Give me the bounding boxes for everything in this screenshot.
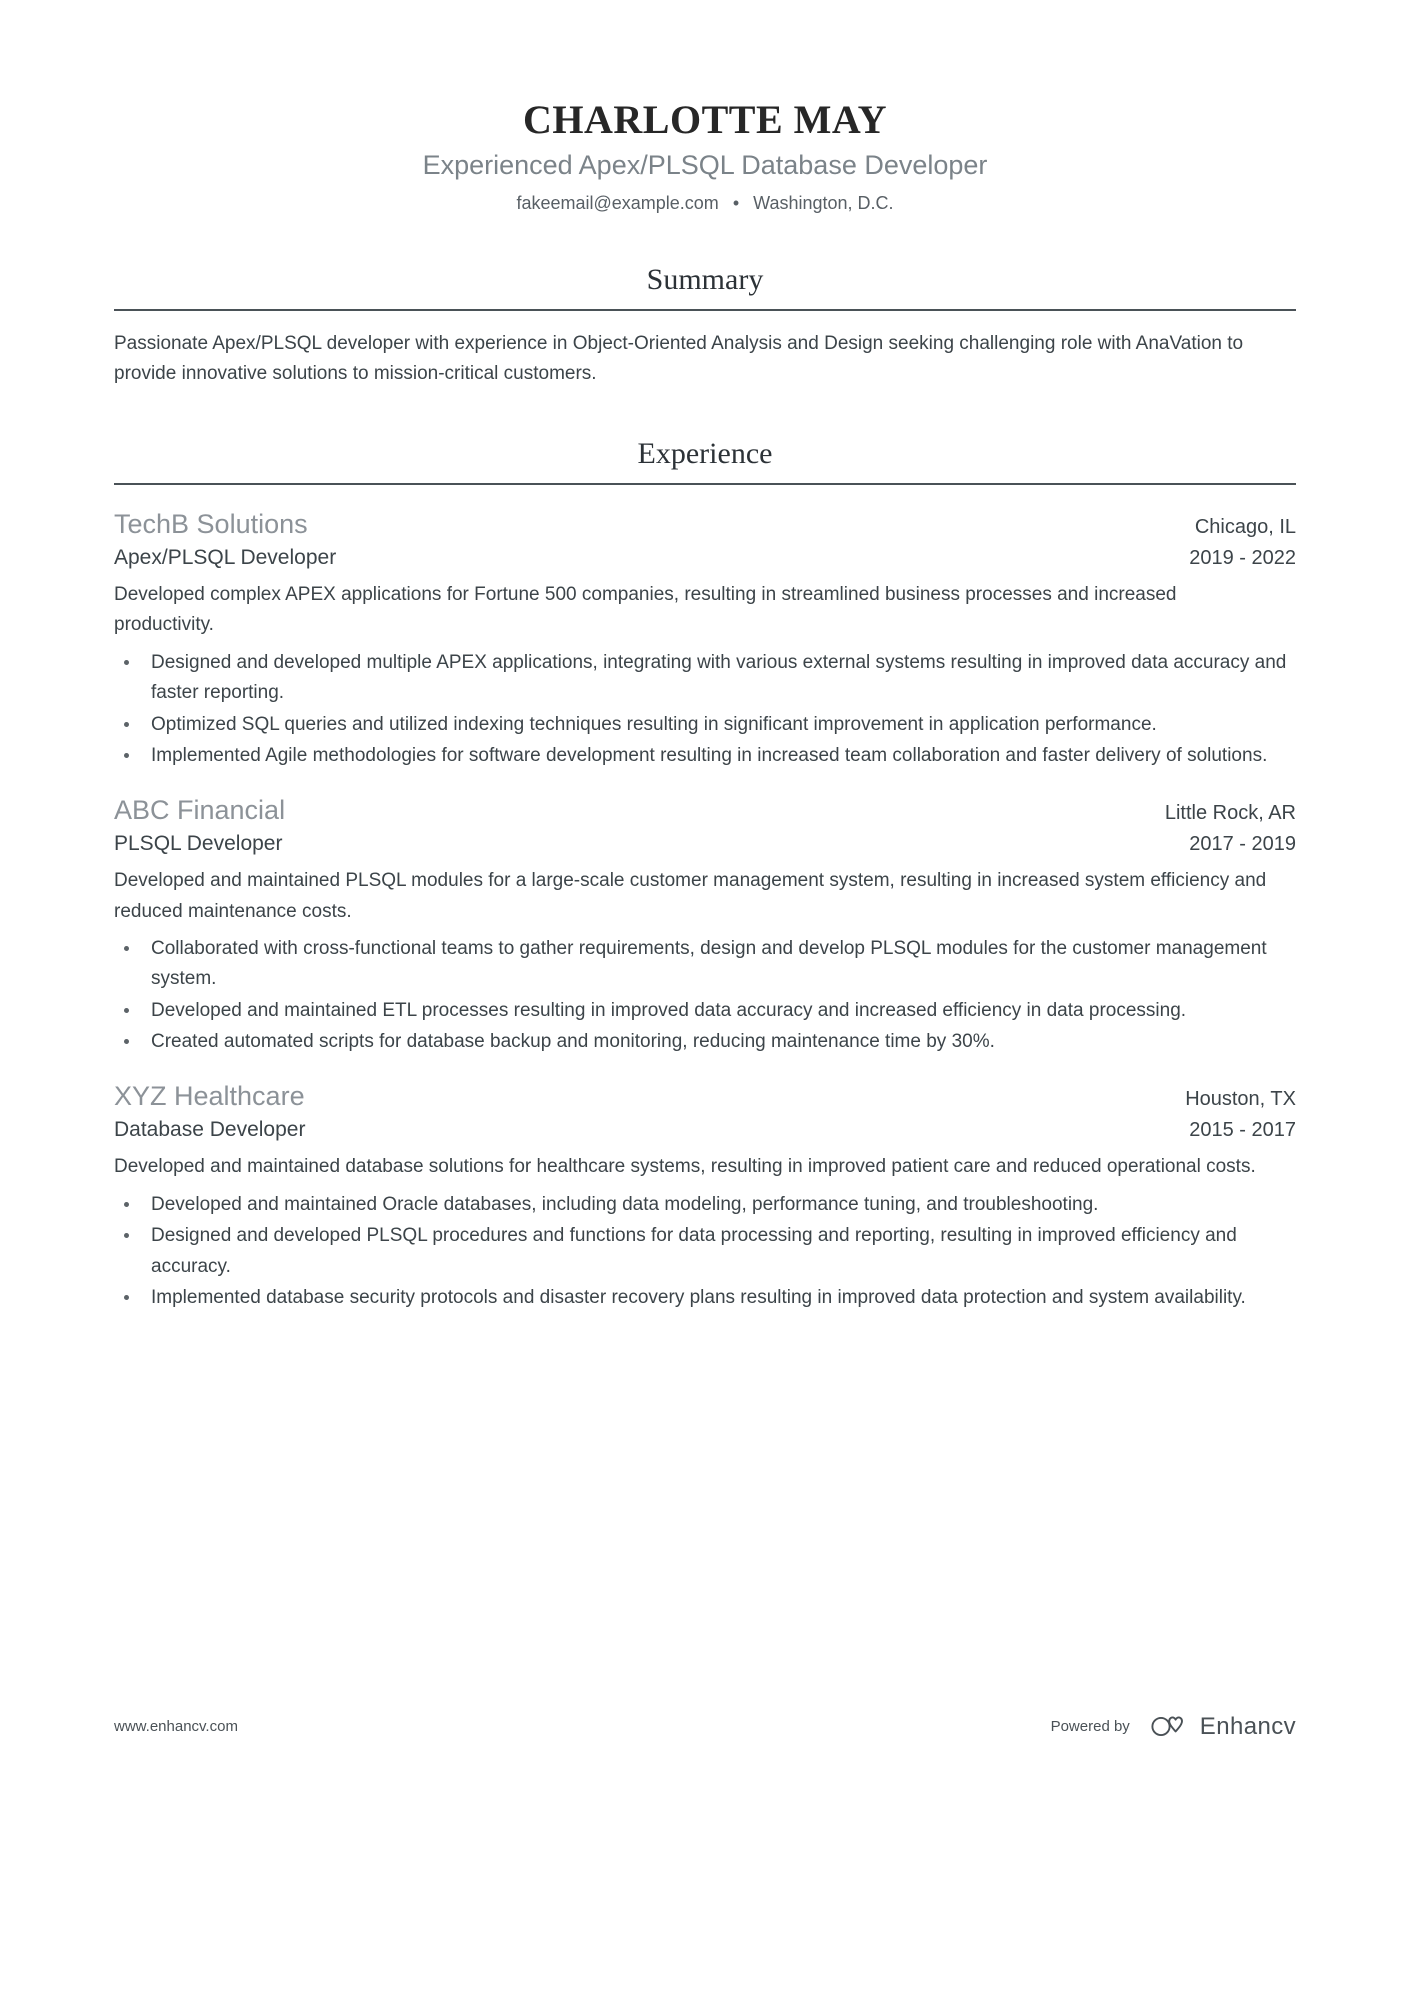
experience-entry bbox=[114, 793, 1296, 1057]
experience-bullet-list bbox=[114, 934, 1296, 1058]
experience-bullet-text: Optimized SQL queries and utilized indexing techniques resulting in significant improvement in application performance. bbox=[151, 713, 1157, 735]
bullet-dot-icon bbox=[124, 1008, 129, 1013]
experience-entry-subheader bbox=[114, 1116, 1296, 1143]
section-summary bbox=[114, 262, 1296, 391]
enhancv-logo-icon bbox=[1150, 1715, 1190, 1739]
experience-location: Houston, TX bbox=[1185, 1088, 1296, 1111]
section-title-experience: Experience bbox=[637, 437, 773, 471]
bullet-dot-icon bbox=[124, 753, 129, 758]
candidate-full-name: CHARLOTTE MAY bbox=[523, 97, 887, 142]
section-divider bbox=[114, 483, 1296, 485]
bullet-dot-icon bbox=[124, 1039, 129, 1044]
bullet-dot-icon bbox=[124, 946, 129, 951]
bullet-dot-icon bbox=[124, 1202, 129, 1207]
footer-brand bbox=[1051, 1715, 1296, 1739]
powered-by-label: Powered by bbox=[1050, 1718, 1130, 1736]
experience-summary: Developed complex APEX applications for Fortune 500 companies, resulting in streamlined business processes and increased productivity. bbox=[114, 583, 1177, 636]
experience-bullet-list bbox=[114, 648, 1296, 772]
resume-header bbox=[114, 0, 1296, 216]
experience-bullet bbox=[114, 648, 1296, 709]
experience-job-title: PLSQL Developer bbox=[114, 831, 283, 855]
bullet-dot-icon bbox=[124, 1233, 129, 1238]
experience-company: XYZ Healthcare bbox=[114, 1081, 305, 1112]
experience-location: Chicago, IL bbox=[1194, 516, 1296, 539]
experience-bullet bbox=[114, 741, 1296, 771]
resume-footer bbox=[114, 1715, 1296, 1739]
experience-summary: Developed and maintained PLSQL modules for a large-scale customer management system, resulting in increased system efficiency and reduced maintenance costs. bbox=[114, 870, 1267, 922]
experience-bullet-text: Implemented database security protocols and disaster recovery plans resulting in improved data protection and system availability. bbox=[151, 1286, 1246, 1308]
candidate-headline: Experienced Apex/PLSQL Database Developer bbox=[422, 150, 988, 181]
experience-entry-header bbox=[114, 793, 1296, 828]
bullet-dot-icon bbox=[124, 722, 129, 727]
section-divider bbox=[114, 309, 1296, 311]
experience-bullet bbox=[114, 1190, 1296, 1220]
experience-location: Little Rock, AR bbox=[1164, 802, 1296, 825]
experience-list bbox=[114, 507, 1296, 1313]
contact-email[interactable]: fakeemail@example.com bbox=[516, 193, 719, 214]
experience-bullet bbox=[114, 1027, 1296, 1057]
contact-separator-icon: • bbox=[732, 193, 740, 214]
experience-bullet bbox=[114, 996, 1296, 1026]
experience-company: ABC Financial bbox=[114, 795, 286, 826]
experience-bullet-text: Developed and maintained ETL processes resulting in improved data accuracy and increased efficiency in data processing. bbox=[151, 999, 1187, 1021]
experience-entry bbox=[114, 507, 1296, 771]
footer-website-link[interactable]: www.enhancv.com bbox=[114, 1718, 238, 1736]
experience-entry-header bbox=[114, 1079, 1296, 1114]
experience-entry bbox=[114, 1079, 1296, 1313]
experience-bullet bbox=[114, 1221, 1296, 1282]
bullet-dot-icon bbox=[124, 1295, 129, 1300]
experience-entry-subheader bbox=[114, 830, 1296, 857]
experience-bullet bbox=[114, 1283, 1296, 1313]
resume-content bbox=[114, 0, 1296, 1314]
section-title-summary: Summary bbox=[646, 262, 764, 296]
experience-bullet-text: Developed and maintained Oracle databases, including data modeling, performance tuning, and troubleshooting. bbox=[151, 1193, 1099, 1215]
bullet-dot-icon bbox=[124, 660, 129, 665]
experience-dates: 2017 - 2019 bbox=[1189, 832, 1296, 855]
experience-bullet-list bbox=[114, 1190, 1296, 1314]
summary-paragraph: Passionate Apex/PLSQL developer with experience in Object-Oriented Analysis and Design seeking challenging role with AnaVation to provide innovative solutions to mission-critical customers. bbox=[114, 332, 1244, 385]
contact-location: Washington, D.C. bbox=[753, 193, 894, 214]
contact-line bbox=[114, 191, 1296, 215]
experience-bullet-text: Implemented Agile methodologies for software development resulting in increased team collaboration and faster delivery of solutions. bbox=[151, 744, 1268, 766]
experience-bullet-text: Collaborated with cross-functional teams to gather requirements, design and develop PLSQL modules for the customer management system. bbox=[151, 937, 1267, 990]
experience-job-title: Apex/PLSQL Developer bbox=[114, 545, 337, 569]
experience-bullet bbox=[114, 934, 1296, 995]
section-experience bbox=[114, 436, 1296, 1313]
experience-dates: 2015 - 2017 bbox=[1189, 1119, 1296, 1142]
experience-job-title: Database Developer bbox=[114, 1118, 306, 1142]
experience-bullet-text: Designed and developed multiple APEX applications, integrating with various external systems resulting in improved data accuracy and faster reporting. bbox=[151, 651, 1287, 704]
experience-company: TechB Solutions bbox=[114, 509, 308, 540]
experience-dates: 2019 - 2022 bbox=[1189, 546, 1296, 569]
experience-summary: Developed and maintained database solutions for healthcare systems, resulting in improved patient care and reduced operational costs. bbox=[114, 1156, 1256, 1178]
experience-entry-subheader bbox=[114, 544, 1296, 571]
experience-bullet-text: Designed and developed PLSQL procedures and functions for data processing and reporting, resulting in improved efficiency and accuracy. bbox=[151, 1225, 1237, 1277]
experience-bullet bbox=[114, 710, 1296, 740]
experience-bullet-text: Created automated scripts for database backup and monitoring, reducing maintenance time by 30%. bbox=[151, 1031, 995, 1053]
enhancv-brand-name: Enhancv bbox=[1199, 1713, 1296, 1740]
experience-entry-header bbox=[114, 507, 1296, 542]
